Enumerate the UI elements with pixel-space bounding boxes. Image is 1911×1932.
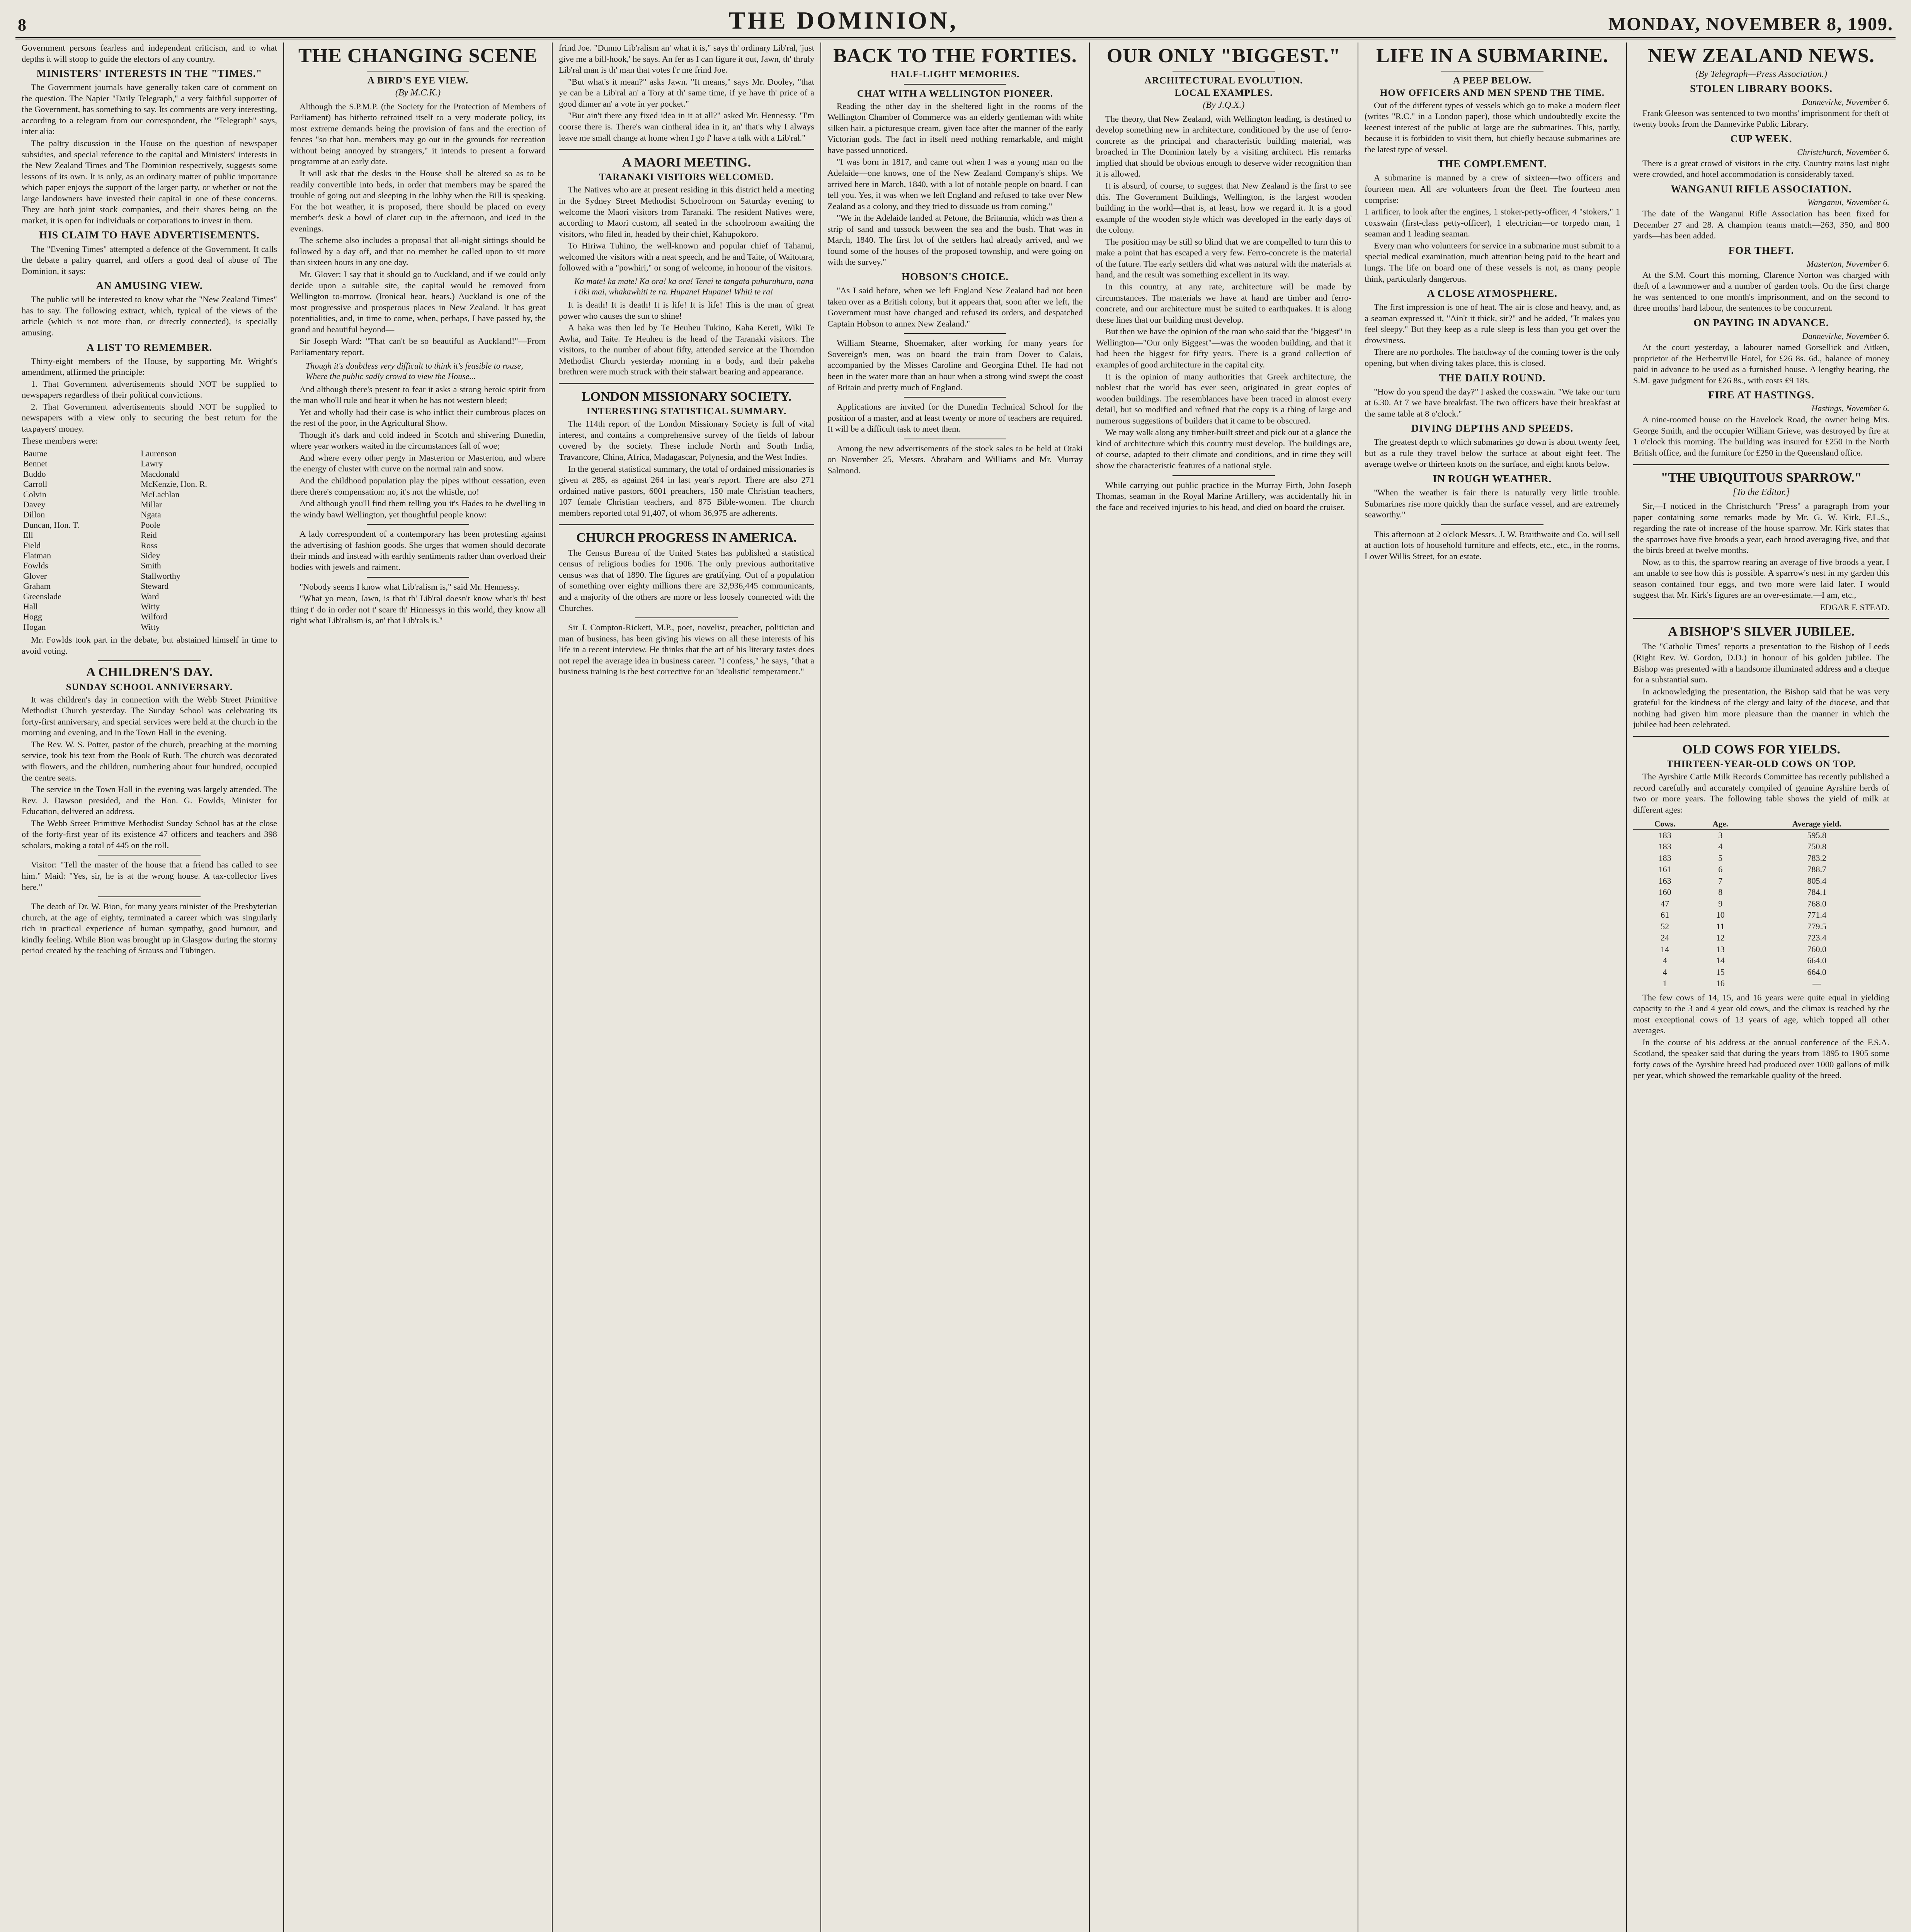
members-row: [22, 602, 277, 612]
article-text: Applications are invited for the Dunedin Technical School for the position of a master, and at least twenty or more of teachers are required. It will be a difficult task to meet them.: [827, 402, 1083, 434]
member-name: Colvin: [23, 489, 46, 499]
divider: [1633, 618, 1889, 619]
article-text: Government persons fearless and independent criticism, and to what depths it will stoop to guide the electors of any country.: [22, 43, 277, 64]
members-row: [22, 592, 277, 602]
table-cell: 11: [1716, 921, 1725, 931]
table-row: [1633, 898, 1889, 910]
byline: (By Telegraph—Press Association.): [1695, 69, 1828, 79]
divider: [367, 577, 469, 578]
article-text: The 114th report of the London Missionary Society is full of vital interest, and contains a comprehensive survey of the fields of labour covered by the society. These include North and South India, Travancore, China, Africa, Madagascar, Polynesia, and the West Indies.: [559, 419, 814, 462]
article-text: Yet and wholly had their case is who inflict their cumbrous places on the rest of the poor, in the Agricultural Show.: [290, 407, 546, 428]
divider: [367, 524, 469, 525]
member-name: Duncan, Hon. T.: [23, 520, 80, 530]
divider: [559, 524, 814, 525]
member-name: Sidey: [141, 550, 160, 560]
table-cell: 1: [1663, 978, 1667, 988]
table-cell: 723.4: [1807, 933, 1826, 943]
member-name: McKenzie, Hon. R.: [141, 479, 207, 489]
column-5: [1090, 43, 1358, 1932]
masthead: [15, 8, 1896, 39]
table-row: [1633, 944, 1889, 955]
article-headline: LONDON MISSIONARY SOCIETY.: [581, 389, 792, 404]
member-name: Smith: [141, 561, 161, 571]
article-text: "As I said before, when we left England New Zealand had not been taken over as a British colony, but it appears that, soon after we left, the Government must have changed and refused its orders, and despatched Captain Hobson to annex New Zealand.": [827, 286, 1083, 328]
article-subheading: LOCAL EXAMPLES.: [1174, 87, 1273, 98]
table-cell: 24: [1661, 933, 1669, 943]
table-cell: 760.0: [1807, 944, 1826, 954]
dateline: Dannevirke, November 6.: [1802, 97, 1889, 107]
article-subheading: THIRTEEN-YEAR-OLD COWS ON TOP.: [1666, 759, 1856, 770]
article-subheading: HOW OFFICERS AND MEN SPEND THE TIME.: [1380, 87, 1605, 98]
members-row: [22, 530, 277, 540]
article-text: 2. That Government advertisements should NOT be supplied to newspapers with a view only to securing the best return for the taxpayers' money.: [22, 401, 277, 434]
member-name: Davey: [23, 500, 46, 510]
columns: [15, 43, 1896, 1932]
member-name: Greenslade: [23, 591, 61, 601]
article-text: "But ain't there any fixed idea in it at all?" asked Mr. Hennessy. "I'm coorse there is. There's wan cintheral idea in it, an' that's why I always leave me small change at home when I go f' have a talk with a Lib'ral.": [559, 111, 814, 143]
table-cell: 9: [1718, 898, 1723, 908]
article-subheading: A PEEP BELOW.: [1453, 75, 1532, 86]
divider: [904, 397, 1006, 398]
byline: (By M.C.K.): [395, 87, 441, 98]
article-text: The scheme also includes a proposal that all-night sittings should be followed by a day off, and that no member be called upon to sit more than sixteen hours in any one day.: [290, 235, 546, 267]
article-text: Reading the other day in the sheltered light in the rooms of the Wellington Chamber of Commerce was an elderly gentleman with white silken hair, a picturesque cream, given face after the manner of the early Victorian gods. The fact in itself need nothing remarkable, and might have passed unnoticed.: [827, 101, 1083, 155]
article-text: It was children's day in connection with the Webb Street Primitive Methodist Church yesterday. The Sunday School was celebrating its forty-first anniversary, and special services were held at the church in the morning and evening, and in the Town Hall in the evening.: [22, 694, 277, 738]
table-cell: 52: [1661, 921, 1669, 931]
article-text: Now, as to this, the sparrow rearing an average of five broods a year, I am unable to see how this is possible. A sparrow's nest in my garden this season contained four eggs, and two more were laid later. I would suggest that Mr. Kirk's figures are an over-estimate.—I am, etc.,: [1633, 557, 1889, 600]
table-cell: 183: [1658, 842, 1671, 852]
article-headline: A MAORI MEETING.: [622, 155, 751, 170]
article-subheading: CHAT WITH A WELLINGTON PIONEER.: [857, 88, 1053, 99]
article-text: Every man who volunteers for service in a submarine must submit to a special medical examination, much attention being paid to the heart and lungs. The life on board one of these vessels is not, as many people think, particularly dangerous.: [1365, 240, 1620, 284]
article-text: A nine-roomed house on the Havelock Road, the owner being Mrs. George Smith, and the occupier William Grieve, was destroyed by fire at 1 o'clock this morning. The building was insured for £250 in the North British office, and the furniture for £250 in the Queensland office.: [1633, 415, 1889, 457]
table-cell: 784.1: [1807, 887, 1826, 897]
table-cell: 4: [1663, 967, 1667, 977]
section-heading: MINISTERS' INTERESTS IN THE "TIMES.": [36, 68, 262, 80]
article-text: Among the new advertisements of the stock sales to be held at Otaki on November 25, Messrs. Abraham and Williams and Mr. Murray Salmond.: [827, 443, 1083, 475]
dateline: Christchurch, November 6.: [1797, 147, 1889, 157]
member-name: Dillon: [23, 510, 45, 520]
table-row: [1633, 955, 1889, 966]
news-heading: CUP WEEK.: [1730, 133, 1792, 145]
table-cell: 163: [1658, 876, 1671, 886]
article-text: "Nobody seems I know what Lib'ralism is," said Mr. Hennessy.: [299, 582, 520, 592]
table-cell: 14: [1661, 944, 1669, 954]
section-heading: HOBSON'S CHOICE.: [901, 271, 1009, 283]
table-cell: 4: [1718, 842, 1723, 852]
article-subheading: TARANAKI VISITORS WELCOMED.: [599, 172, 774, 183]
table-cell: 183: [1658, 853, 1671, 863]
table-cell: 768.0: [1807, 898, 1826, 908]
article-text: A haka was then led by Te Heuheu Tukino, Kaha Kereti, Wiki Te Awha, and Taite. Te Heuheu is the head of the Taranaki visitors. The visitors, to the number of about fifty, attended service at the Thorndon Methodist Church yesterday morning in a body, and their pakeha brethren were much struck with their stalwart bearing and appearance.: [559, 323, 814, 377]
article-headline: NEW ZEALAND NEWS.: [1648, 45, 1875, 67]
article-text: Sir Joseph Ward: "That can't be so beautiful as Auckland!"—From Parliamentary report.: [290, 336, 546, 357]
member-name: Ross: [141, 540, 158, 550]
issue-date: MONDAY, NOVEMBER 8, 1909.: [1608, 14, 1893, 34]
article-text: The Ayrshire Cattle Milk Records Committee has recently published a record carefully and accurately compiled of genuine Ayrshire herds of two or more years. The following table shows the yield of milk at different ages:: [1633, 772, 1889, 815]
news-heading: ON PAYING IN ADVANCE.: [1693, 316, 1829, 328]
article-text: While carrying out public practice in the Murray Firth, John Joseph Thomas, seaman in the Royal Marine Artillery, was accidentally hit in the face and received injuries to his head, and died on board the cruiser.: [1096, 480, 1351, 512]
byline: [To the Editor.]: [1732, 487, 1790, 497]
column-7: [1627, 43, 1896, 1932]
table-cell: 3: [1718, 830, 1723, 840]
member-name: Poole: [141, 520, 160, 530]
article-text: And where every other pergy in Masterton or Masterton, and where the energy of cluster with curve on the normal rain and snow.: [290, 452, 546, 474]
table-row: [1633, 875, 1889, 887]
table-cell: 161: [1658, 864, 1671, 874]
members-row: [22, 459, 277, 469]
member-name: Carroll: [23, 479, 48, 489]
members-row: [22, 520, 277, 530]
member-name: Buddo: [23, 469, 46, 479]
article-text: The Census Bureau of the United States has published a statistical census of religious bodies for 1906. The only previous authoritative census was that of 1890. The figures are gratifying. Out of a population of something over eighty millions there are 32,936,445 communicants, and a majority of the others are more or less loosely connected with the Churches.: [559, 548, 814, 613]
table-cell: 183: [1658, 830, 1671, 840]
member-name: Ell: [23, 530, 33, 540]
article-text: 1. That Government advertisements should NOT be supplied to newspapers regardless of their political convictions.: [22, 379, 277, 400]
page-number: 8: [18, 15, 26, 34]
table-cell: 160: [1658, 887, 1671, 897]
paper-name: THE DOMINION,: [728, 7, 958, 34]
member-name: Witty: [141, 622, 160, 632]
article-text: Visitor: "Tell the master of the house that a friend has called to see him." Maid: "Yes, sir, he is at the wrong house. A tax-collector lives here.": [22, 860, 277, 892]
article-headline: OLD COWS FOR YIELDS.: [1682, 742, 1840, 757]
members-row: [22, 469, 277, 479]
table-cell: 8: [1718, 887, 1723, 897]
members-row: [22, 479, 277, 489]
table-cell: 783.2: [1807, 853, 1826, 863]
member-name: Glover: [23, 571, 47, 581]
table-cell: 4: [1663, 956, 1667, 966]
article-text: A lady correspondent of a contemporary has been protesting against the advertising of fashion goods. She urges that women should decorate their minds and instead with earthly sentiments rather than overload their bodies with jewels and raiment.: [290, 529, 546, 572]
byline: (By J.Q.X.): [1203, 100, 1245, 110]
table-row: [1633, 921, 1889, 932]
table-row: [1633, 852, 1889, 864]
article-text: "But what's it mean?" asks Jawn. "It means," says Mr. Dooley, "that ye can be a Lib'ral an' a Tory at th' same time, if ye have th' price of a good dinner an' a vote in yer pocket.": [559, 77, 814, 109]
article-headline: OUR ONLY "BIGGEST.": [1106, 45, 1341, 67]
article-text: The Natives who are at present residing in this district held a meeting in the Sydney Street Methodist Schoolroom on Saturday evening to welcome the Maori visitors from Taranaki. The resident Natives were, according to Maori custom, all seated in the schoolroom awaiting the visitors, who filed in, headed by their chief, Kahupokoro.: [559, 185, 814, 239]
article-subheading: SUNDAY SCHOOL ANNIVERSARY.: [66, 682, 233, 692]
member-name: Baume: [23, 449, 48, 459]
verse: Ka mate! ka mate! Ka ora! ka ora! Tenei te tangata puhuruhuru, nana i tiki mai, whakawhiti te ra. Hupane! Hupane! Whiti te ra!: [574, 276, 814, 297]
news-heading: STOLEN LIBRARY BOOKS.: [1690, 82, 1833, 94]
article-text: William Stearne, Shoemaker, after working for many years for Sovereign's men, was on board the train from Dover to Calais, accompanied by the Misses Caroline and Georgina Ethel. He had not been in the water more than an hour when a strong wind swept the coast of Britain and pretty much of England.: [827, 338, 1083, 392]
divider: [559, 383, 814, 384]
article-text: Mr. Fowlds took part in the debate, but abstained himself in time to avoid voting.: [22, 635, 277, 656]
table-cell: 61: [1661, 910, 1669, 920]
article-text: frind Joe. "Dunno Lib'ralism an' what it is," says th' ordinary Lib'ral, 'just give me a bill-hook,' he says. An fer as I can figure it out, Jawn, th' thruly Lib'ral man is th' man that votes f'r me frind Joe.: [559, 43, 814, 75]
table-cell: 13: [1716, 944, 1725, 954]
article-text: The paltry discussion in the House on the question of newspaper subsidies, and special reference to the capital and Ministers' interests in the New Zealand Times and The Dominion respectively, suggests some lessons of its own. It is only, as an ordinary matter of public importance which paper enjoys the support of the larger party, or whether or not the large landowners have invested their capital in one of these concerns. They are both joint stock companies, and their shares being on the market, it is open for individuals or corporations to invest in them.: [22, 138, 277, 225]
article-text: At the court yesterday, a labourer named Gorsellick and Aitken, proprietor of the Herbertville Hotel, for £26 8s. 6d., balance of money paid in advance to be used as a furnished house. A lengthy hearing, the S.M. gave judgment for £26 8s., with costs £9 18s.: [1633, 342, 1889, 385]
column-4: [821, 43, 1090, 1932]
member-name: Fowlds: [23, 561, 48, 571]
article-headline: CHURCH PROGRESS IN AMERICA.: [576, 531, 797, 545]
table-row: [1633, 864, 1889, 875]
article-subheading: INTERESTING STATISTICAL SUMMARY.: [586, 406, 787, 417]
article-text: Although the S.P.M.P. (the Society for the Protection of Members of Parliament) has hitherto refrained itself to a very moderate policy, its most extreme demands being the provision of fans and the erection of fences "so that hon. members may go out in the grounds for recreation without being annoyed by strangers," it intends to present a forward programme at an early date.: [290, 101, 546, 167]
article-text: "What yo mean, Jawn, is that th' Lib'ral doesn't know what's th' best thing t' do in order not t' scare th' Hinnessys in this world, they know all right what Lib'ralism is, an' that Lib'rals is.": [290, 594, 546, 626]
divider: [635, 617, 737, 618]
divider: [904, 84, 1006, 85]
article-text: And the childhood population play the pipes without cessation, even there there's compensation: no, it's not the whistle, no!: [290, 476, 546, 497]
article-text: There is a great crowd of visitors in the city. Country trains last night were crowded, and hotel accommodation is considerably taxed.: [1633, 158, 1889, 179]
members-row: [22, 561, 277, 571]
cow-yield-table: [1633, 819, 1889, 989]
table-cell: 10: [1716, 910, 1725, 920]
members-row: [22, 581, 277, 591]
divider: [1172, 475, 1275, 476]
article-headline: BACK TO THE FORTIES.: [833, 45, 1077, 67]
article-text: 1 artificer, to look after the engines, 1 stoker-petty-officer, 4 "stokers," 1 coxswain (first-class petty-officer), 1 electrician—or torpedo man, 1 seaman and 1 leading seaman.: [1365, 207, 1620, 239]
article-text: The Government journals have generally taken care of comment on the question. The Napier "Daily Telegraph," a very faithful supporter of the Government, has something to say. Its comments are very interesting, according to a telegram from our correspondent, the "Telegraph" says, inter alia:: [22, 82, 277, 136]
article-text: Sir J. Compton-Rickett, M.P., poet, novelist, preacher, politician and man of business, has been giving his views on all these interests of his life in a recent interview. He thinks that the art of his literary tastes does not repel the average idea in business career. "I confess," he says, "that a business training is the best corrective for an 'idealistic' temperament.": [559, 622, 814, 677]
member-name: Reid: [141, 530, 157, 540]
article-text: The "Evening Times" attempted a defence of the Government. It calls the debate a paltry quarrel, and offers a good deal of abuse of The Dominion, it says:: [22, 244, 277, 276]
article-text: In acknowledging the presentation, the Bishop said that he was very grateful for the kindness of the clergy and laity of the diocese, and that nothing had given him more pleasure than the manner in which the jubilee had been celebrated.: [1633, 686, 1889, 730]
article-subheading: ARCHITECTURAL EVOLUTION.: [1144, 75, 1303, 86]
member-name: Hogan: [23, 622, 46, 632]
members-row: [22, 622, 277, 632]
dateline: Dannevirke, November 6.: [1802, 331, 1889, 341]
member-name: Graham: [23, 581, 51, 591]
member-name: Flatman: [23, 550, 51, 560]
article-text: "When the weather is fair there is naturally very little trouble. Submarines rise more quickly than the surface vessel, and are extremely seaworthy.": [1365, 488, 1620, 520]
members-row: [22, 541, 277, 551]
table-cell: 6: [1718, 864, 1723, 874]
article-text: Frank Gleeson was sentenced to two months' imprisonment for theft of twenty books from the Dannevirke Public Library.: [1633, 108, 1889, 129]
article-text: This afternoon at 2 o'clock Messrs. J. W. Braithwaite and Co. will sell at auction lots of household furniture and effects, etc., etc., in the rooms, Lower Willis Street, for an estate.: [1365, 529, 1620, 561]
article-text: It is absurd, of course, to suggest that New Zealand is the first to see this. The Government Buildings, Wellington, is the largest wooden building in the world—that is, at least, how we regard it. It is a good example of the wooden style which was developed in the early days of the colony.: [1096, 180, 1351, 235]
divider: [1633, 464, 1889, 465]
member-name: Ward: [141, 591, 159, 601]
table-cell: 12: [1716, 933, 1725, 943]
signature: EDGAR F. STEAD.: [1820, 602, 1889, 612]
divider: [1633, 736, 1889, 737]
table-cell: 16: [1716, 978, 1725, 988]
section-heading: A LIST TO REMEMBER.: [86, 341, 213, 353]
member-name: Macdonald: [141, 469, 179, 479]
member-name: Hogg: [23, 612, 42, 622]
section-heading: THE DAILY ROUND.: [1439, 372, 1546, 384]
article-text: Thirty-eight members of the House, by supporting Mr. Wright's amendment, affirmed the principle:: [22, 356, 277, 377]
members-row: [22, 449, 277, 459]
members-row: [22, 551, 277, 561]
table-cell: 788.7: [1807, 864, 1826, 874]
article-text: In the course of his address at the annual conference of the F.S.A. Scotland, the speaker said that during the years from 1895 to 1905 some forty cows of the Ayrshire breed had produced over 1000 gallons of milk per year, which showed the remarkable quality of the breed.: [1633, 1037, 1889, 1080]
member-name: Laurenson: [141, 449, 177, 459]
table-row: [1633, 909, 1889, 921]
article-text: The date of the Wanganui Rifle Association has been fixed for December 27 and 28. A champion teams match—263, 350, and 800 yards—has been added.: [1633, 208, 1889, 241]
member-name: Bennet: [23, 459, 48, 469]
article-text: The "Catholic Times" reports a presentation to the Bishop of Leeds (Right Rev. W. Gordon, D.D.) in honour of his golden jubilee. The Bishop was presented with a handsome illuminated address and a cheque for a substantial sum.: [1633, 641, 1889, 685]
article-subheading: HALF-LIGHT MEMORIES.: [890, 69, 1020, 80]
news-heading: WANGANUI RIFLE ASSOCIATION.: [1671, 183, 1852, 195]
members-row: [22, 510, 277, 520]
members-row: [22, 612, 277, 622]
member-name: Wilford: [141, 612, 167, 622]
article-text: We may walk along any timber-built street and pick out at a glance the kind of architecture which this country must develop. The buildings are, of course, adapted to their climate and conditions, and in time they will show the characteristic features of a national style.: [1096, 427, 1351, 471]
table-header: Cows.: [1633, 819, 1697, 830]
section-heading: THE COMPLEMENT.: [1437, 158, 1547, 170]
article-text: "How do you spend the day?" I asked the coxswain. "We take our turn at 6.30. At 7 we have breakfast. The two officers have their breakfast at the same table at 8 o'clock.": [1365, 386, 1620, 418]
column-1: [15, 43, 284, 1932]
table-cell: 595.8: [1807, 830, 1826, 840]
table-cell: 47: [1661, 898, 1669, 908]
article-text: Mr. Glover: I say that it should go to Auckland, and if we could only decide upon a suitable site, the capital would be removed from Wellington to-morrow. (Ironical hear, hears.) Auckland is one of the most progressive and prosperous places in New Zealand. It has great potentialities, and, in time to come, when, perhaps, I have passed by, the grand and beautiful beyond—: [290, 269, 546, 334]
dateline: Wanganui, November 6.: [1807, 197, 1889, 207]
table-cell: 15: [1716, 967, 1725, 977]
dateline: Hastings, November 6.: [1811, 403, 1889, 413]
table-row: [1633, 886, 1889, 898]
article-text: The greatest depth to which submarines go down is about twenty feet, but as a rule they travel below the surface at about eight feet. The average twelve or thirteen knots on the surface, and eight knots below.: [1365, 437, 1620, 469]
member-name: Witty: [141, 601, 160, 611]
member-name: Millar: [141, 500, 162, 510]
dateline: Masterton, November 6.: [1807, 259, 1889, 269]
table-cell: 14: [1716, 956, 1725, 966]
divider: [1441, 524, 1543, 525]
article-text: But then we have the opinion of the man who said that the "biggest" in Wellington—"Our only Biggest"—was the wooden building, and that it had been the biggest for fifty years. There is a grand collection of examples of good architecture in the capital city.: [1096, 327, 1351, 369]
article-text: It will ask that the desks in the House shall be altered so as to be readily convertible into beds, in order that members may be spared the trouble of going out and sleeping in the lobby when the Bill is speaking. For the hot weather, it is proposed, there should be placed on every member's desk a bowl of claret cup in the afternoon, and iced in the evenings.: [290, 168, 546, 233]
article-text: The theory, that New Zealand, with Wellington leading, is destined to develop something new in architecture, conditioned by the use of ferro-concrete as the principal and characteristic building material, was broached in The Dominion lately by a visiting architect. His remarks implied that should be obvious enough to deserve wider recognition than it is allowed.: [1096, 114, 1351, 179]
table-cell: 5: [1718, 853, 1723, 863]
article-headline: A CHILDREN'S DAY.: [86, 665, 213, 680]
member-name: Stallworthy: [141, 571, 180, 581]
table-row: [1633, 841, 1889, 852]
article-text: To Hiriwa Tuhino, the well-known and popular chief of Tahanui, welcomed the visitors with a neat speech, and he and Taite, of Waitotara, followed with a "powhiri," or song of welcome, in honour of the visitors.: [559, 241, 814, 273]
divider: [98, 660, 200, 661]
member-name: Steward: [141, 581, 169, 591]
article-text: Sir,—I noticed in the Christchurch "Press" a paragraph from your paper containing some remarks made by Mr. G. W. Kirk, F.L.S., regarding the rate of increase of the house sparrow. Mr. Kirk states that the sparrows have five broods a year, each brood averaging five, and that the birds breed at twelve months.: [1633, 501, 1889, 555]
divider: [98, 896, 200, 897]
section-heading: IN ROUGH WEATHER.: [1433, 473, 1552, 485]
article-text: The Webb Street Primitive Methodist Sunday School has at the close of the forty-first year of its existence 47 officers and teachers and 398 scholars, making a total of 445 on the roll.: [22, 818, 277, 850]
names-caption: These members were:: [22, 435, 98, 446]
column-3: [553, 43, 821, 1932]
column-6: [1358, 43, 1627, 1932]
table-cell: 664.0: [1807, 956, 1826, 966]
article-text: And although you'll find them telling you it's Hades to be dwelling in the windy bawl Wellington, yet thoughtful people know:: [290, 498, 546, 519]
table-cell: 805.4: [1807, 876, 1826, 886]
column-2: [284, 43, 553, 1932]
article-text: It is death! It is death! It is life! It is life! This is the man of great power who causes the sun to shine!: [559, 299, 814, 321]
article-text: The service in the Town Hall in the evening was largely attended. The Rev. J. Dawson presided, and the Hon. G. Fowlds, Minister for Education, delivered an address.: [22, 784, 277, 816]
member-name: Hall: [23, 601, 38, 611]
article-headline: "THE UBIQUITOUS SPARROW.": [1661, 470, 1862, 485]
article-text: At the S.M. Court this morning, Clarence Norton was charged with theft of a lawnmower and a number of garden tools. On the first charge he was sentenced to one month's imprisonment, and on the second to three months' hard labour, the sentences to be concurrent.: [1633, 270, 1889, 313]
section-heading: A CLOSE ATMOSPHERE.: [1427, 287, 1558, 299]
table-row: [1633, 829, 1889, 841]
members-list: [22, 449, 277, 632]
table-cell: 664.0: [1807, 967, 1826, 977]
article-headline: THE CHANGING SCENE: [298, 45, 538, 67]
section-heading: AN AMUSING VIEW.: [96, 280, 203, 292]
article-headline: LIFE IN A SUBMARINE.: [1376, 45, 1608, 67]
news-heading: FIRE AT HASTINGS.: [1708, 389, 1814, 401]
member-name: Lawry: [141, 459, 163, 469]
article-text: The public will be interested to know what the "New Zealand Times" has to say. The following extract, which, typical of the views of the article (which is not more than, or directly connected), is specially amusing.: [22, 294, 277, 337]
article-text: Though it's dark and cold indeed in Scotch and shivering Dunedin, where year workers waited in the circumstances fall of woe;: [290, 430, 546, 451]
members-row: [22, 571, 277, 581]
section-heading: HIS CLAIM TO HAVE ADVERTISEMENTS.: [39, 229, 260, 241]
article-text: A submarine is manned by a crew of sixteen—two officers and fourteen men. All are volunteers from the fleet. The fourteen men comprise:: [1365, 173, 1620, 205]
table-cell: 779.5: [1807, 921, 1826, 931]
divider: [904, 333, 1006, 334]
members-row: [22, 490, 277, 500]
table-header: Age.: [1697, 819, 1744, 830]
member-name: Field: [23, 540, 41, 550]
article-text: "We in the Adelaide landed at Petone, the Britannia, which was then a strip of sand and tussock between the sea and the bush. That was in March, 1840. The first lot of the settlers had already arrived, and we found some of the houses of the proposed township, and were going on with the survey.": [827, 213, 1083, 267]
article-text: The few cows of 14, 15, and 16 years were quite equal in yielding capacity to the 3 and 4 year old cows, and the climax is reached by the most exceptional cows of 13 years of age, which topped all other averages.: [1633, 992, 1889, 1036]
table-cell: 771.4: [1807, 910, 1826, 920]
article-text: Out of the different types of vessels which go to make a modern fleet (writes "R.C." in a London paper), those which undoubtedly excite the keenest interest of the public at large are the submarines. This, partly, because it is forbidden to visit them, but chiefly because submarines are the latest type of vessel.: [1365, 100, 1620, 154]
table-cell: 750.8: [1807, 842, 1826, 852]
article-text: The death of Dr. W. Bion, for many years minister of the Presbyterian church, at the age of eighty, terminated a career which was singularly rich in practical experience of human sympathy, good humour, and kindly feeling. While Bion was brought up in Glasgow during the stormy period created by the teaching of Strauss and Tübingen.: [22, 901, 277, 956]
table-cell: 7: [1718, 876, 1723, 886]
article-text: The Rev. W. S. Potter, pastor of the church, preaching at the morning service, took his text from the Book of Ruth. The church was decorated with flowers, and the children, numbering about four hundred, occupied the centre seats.: [22, 739, 277, 782]
article-text: The first impression is one of heat. The air is close and heavy, and, as a seaman expressed it, "Ain't it thick, sir?" and he added, "It makes you feel sleepy." But they keep as a rule sleep is less than you get over the drowsiness.: [1365, 302, 1620, 345]
table-row: [1633, 978, 1889, 989]
table-cell: —: [1812, 978, 1821, 988]
table-header: Average yield.: [1744, 819, 1889, 830]
table-row: [1633, 932, 1889, 944]
article-text: "I was born in 1817, and came out when I was a young man on the Adelaide—one knows, one of the New Zealand Company's ships. We arrived here in March, 1840, with a lot of notable people on board. I can tell you. Yes, it was when we left England and refused to take over New Zealand as a colony, and they tried to dissuade us from coming.": [827, 157, 1083, 211]
member-name: Ngata: [141, 510, 161, 520]
article-text: There are no portholes. The hatchway of the conning tower is the only opening, but when diving takes place, this is closed.: [1365, 347, 1620, 368]
article-subheading: A BIRD'S EYE VIEW.: [367, 75, 469, 86]
article-text: In the general statistical summary, the total of ordained missionaries is given at 285, as against 264 in last year's report. There are also 271 ordained native pastors, 6001 preachers, 150 male Christian teachers, 107 female Christian teachers, and 875 Bible-women. The church members reported total 91,407, of whom 36,975 are adherents.: [559, 464, 814, 518]
article-headline: A BISHOP'S SILVER JUBILEE.: [1668, 624, 1855, 639]
table-row: [1633, 966, 1889, 978]
divider: [559, 149, 814, 150]
article-text: The position may be still so blind that we are compelled to turn this to make a point that has escaped a very few. Ferro-concrete is the material of the future. The early settlers did what was natural with the materials at hand, and the result was something excellent in its way.: [1096, 236, 1351, 280]
article-text: And although there's present to fear it asks a strong heroic spirit from the man who'll rule and bear it when he has not western bleed;: [290, 384, 546, 405]
section-heading: DIVING DEPTHS AND SPEEDS.: [1411, 422, 1574, 434]
article-text: It is the opinion of many authorities that Greek architecture, the noblest that the world has ever seen, originated in great copies of wooden buildings. The resemblances have been traced in almost every detail, but so modified and refined that the copy is a thing of large and numerous suggestions of builders that it came to be obscured.: [1096, 371, 1351, 425]
article-text: In this country, at any rate, architecture will be made by circumstances. The materials we have at hand are timber and ferro-concrete, and our architecture must be suited to earthquakes. It is along these lines that our building must develop.: [1096, 282, 1351, 325]
member-name: McLachlan: [141, 489, 180, 499]
verse: Though it's doubtless very difficult to think it's feasible to rouse, Where the public sadly crowd to view the House...: [306, 361, 523, 381]
members-row: [22, 500, 277, 510]
news-heading: FOR THEFT.: [1728, 244, 1794, 256]
